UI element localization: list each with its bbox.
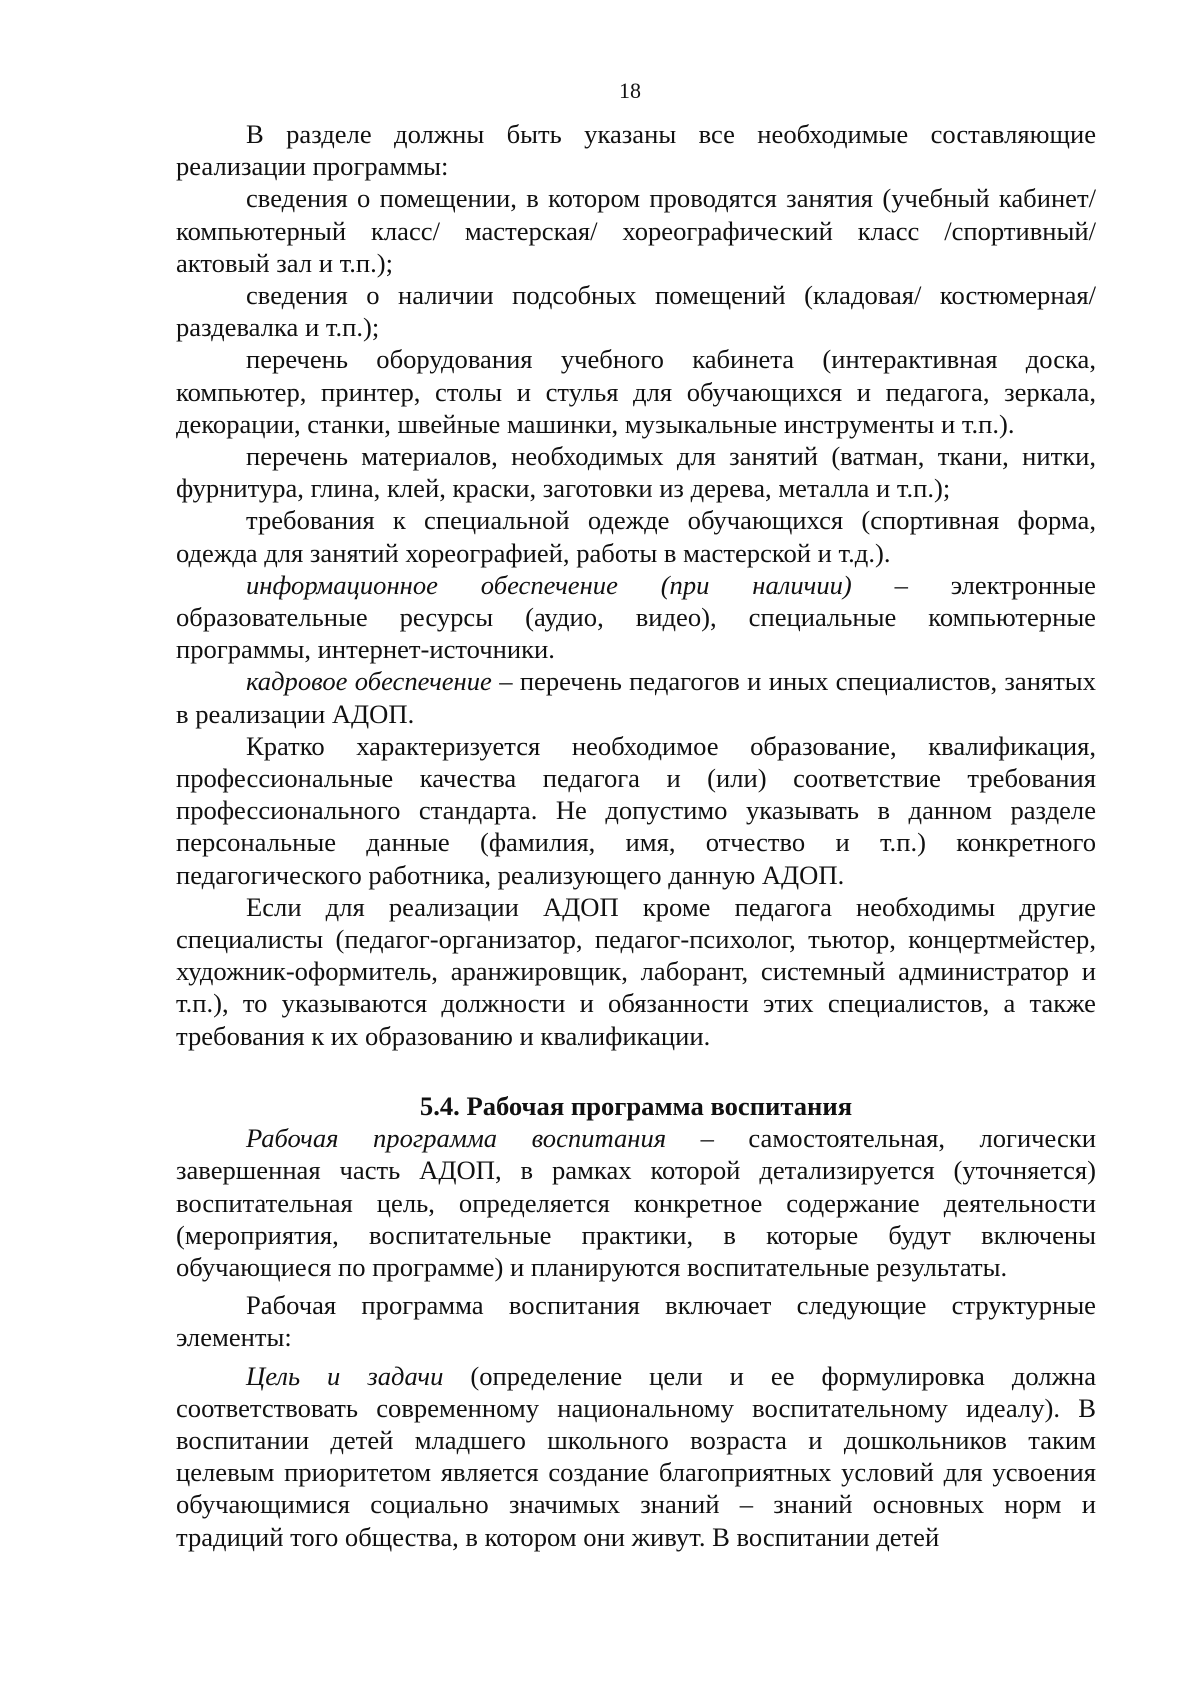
staff-support-text: – перечень педагогов и иных специалистов, занятых в реализации АДОП.	[176, 666, 1096, 729]
paragraph-staff-detail: Кратко характеризуется необходимое образование, квалификация, профессиональные качества педагога и (или) соответствие требования профессионального стандарта. Не допустимо указывать в данном разделе персональные данные (фамилия, имя, отчество и т.п.) конкретного педагогического работника, реализующего данную АДОП.	[176, 730, 1096, 890]
paragraph-auxiliary-rooms: сведения о наличии подсобных помещений (кладовая/ костюмерная/ раздевалка и т.п.);	[176, 280, 1096, 343]
section-heading: 5.4. Рабочая программа воспитания	[419, 1090, 853, 1121]
info-support-text: – электронные образовательные ресурсы (аудио, видео), специальные компьютерные программы, интернет-источники.	[176, 569, 1096, 665]
paragraph-structure-intro: Рабочая программа воспитания включает следующие структурные элементы:	[176, 1290, 1096, 1353]
paragraph-clothing: требования к специальной одежде обучающихся (спортивная форма, одежда для занятий хореографией, работы в мастерской и т.д.).	[176, 505, 1096, 568]
goals-term: Цель и задачи	[246, 1360, 444, 1391]
paragraph-intro: В разделе должны быть указаны все необходимые составляющие реализации программы:	[176, 119, 1096, 182]
paragraph-staff-support	[176, 665, 1096, 729]
info-support-term: информационное обеспечение (при наличии)	[246, 569, 852, 600]
paragraph-other-specialists: Если для реализации АДОП кроме педагога необходимы другие специалисты (педагог-организатор, педагог-психолог, тьютор, концертмейстер, художник-оформитель, аранжировщик, лаборант, системный администратор и т.п.), то указываются должности и обязанности этих специалистов, а также требования к их образованию и квалификации.	[176, 891, 1096, 1051]
paragraph-goals	[176, 1360, 1096, 1553]
paragraph-materials: перечень материалов, необходимых для занятий (ватман, ткани, нитки, фурнитура, глина, клей, краски, заготовки из дерева, металла и т.п.);	[176, 441, 1096, 504]
body-text	[176, 118, 1096, 1553]
definition-text: – самостоятельная, логически завершенная часть АДОП, в рамках которой детализируется (уточняется) воспитательная цель, определяется конкретное содержание деятельности (мероприятия, воспитательные практики, в которые будут включены обучающиеся по программе) и планируются воспитательные результаты.	[176, 1123, 1096, 1282]
paragraph-definition	[176, 1122, 1096, 1283]
paragraph-premises: сведения о помещении, в котором проводятся занятия (учебный кабинет/ компьютерный класс/ мастерская/ хореографический класс /спортивный/ актовый зал и т.п.);	[176, 183, 1096, 278]
definition-term: Рабочая программа воспитания	[246, 1123, 667, 1154]
goals-text: (определение цели и ее формулировка должна соответствовать современному национальному воспитательному идеалу). В воспитании детей младшего школьного возраста и дошкольников таким целевым приоритетом является создание благоприятных условий для усвоения обучающимися социально значимых знаний – знаний основных норм и традиций того общества, в котором они живут. В воспитании детей	[176, 1360, 1096, 1552]
paragraph-info-support	[176, 569, 1096, 666]
staff-support-term: кадровое обеспечение	[246, 666, 492, 697]
page-number: 18	[619, 78, 641, 103]
paragraph-equipment: перечень оборудования учебного кабинета (интерактивная доска, компьютер, принтер, столы и стулья для обучающихся и педагога, зеркала, декорации, станки, швейные машинки, музыкальные инструменты и т.п.).	[176, 344, 1096, 439]
